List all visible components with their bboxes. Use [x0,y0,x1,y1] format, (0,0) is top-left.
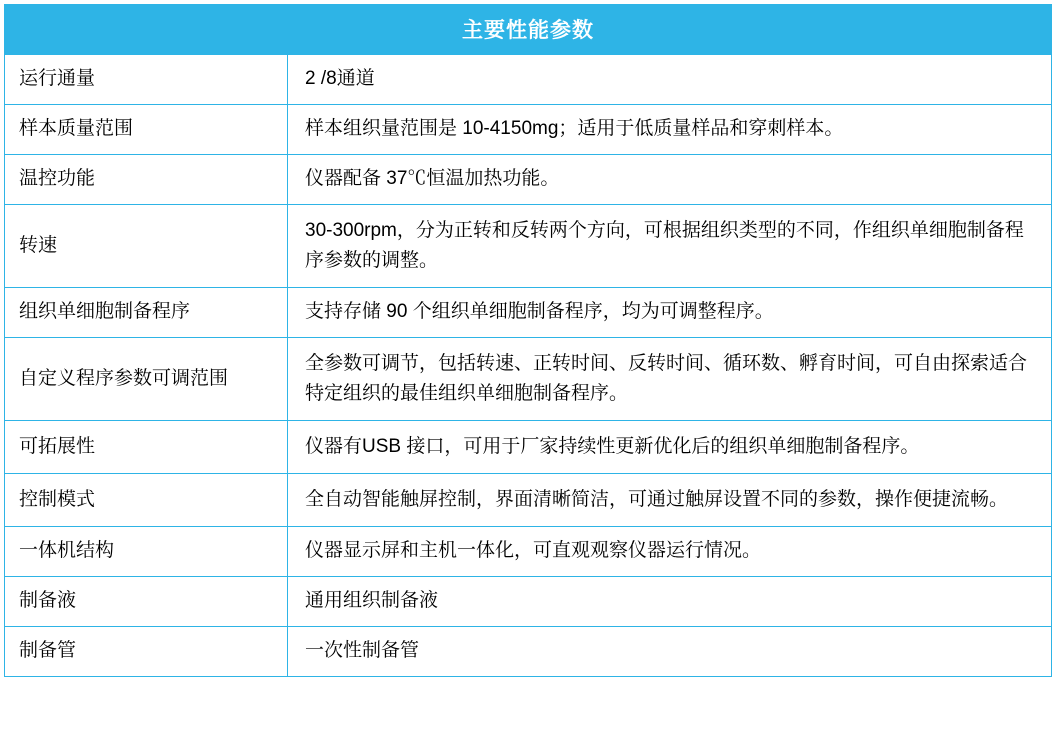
table-title-row [5,5,1052,55]
parameter-label: 控制模式 [5,474,288,527]
table-row [5,421,1052,474]
table-row [5,205,1052,288]
parameter-value: 2 /8通道 [288,55,1052,105]
parameter-label: 可拓展性 [5,421,288,474]
performance-parameters-table [4,4,1052,677]
parameter-value: 30-300rpm，分为正转和反转两个方向，可根据组织类型的不同，作组织单细胞制备程序参数的调整。 [288,205,1052,288]
table-title: 主要性能参数 [5,5,1052,55]
parameter-value: 仪器配备 37℃恒温加热功能。 [288,155,1052,205]
table-row [5,155,1052,205]
parameter-value: 一次性制备管 [288,627,1052,677]
parameter-label: 制备液 [5,577,288,627]
parameter-label: 自定义程序参数可调范围 [5,338,288,421]
table-row [5,627,1052,677]
table-row [5,55,1052,105]
parameter-value: 仪器有USB 接口，可用于厂家持续性更新优化后的组织单细胞制备程序。 [288,421,1052,474]
parameter-value: 通用组织制备液 [288,577,1052,627]
table-body [5,55,1052,677]
parameter-label: 温控功能 [5,155,288,205]
table-row [5,577,1052,627]
parameter-label: 一体机结构 [5,527,288,577]
parameter-value: 样本组织量范围是 10-4150mg；适用于低质量样品和穿刺样本。 [288,105,1052,155]
parameter-label: 样本质量范围 [5,105,288,155]
parameter-value: 仪器显示屏和主机一体化，可直观观察仪器运行情况。 [288,527,1052,577]
parameter-label: 制备管 [5,627,288,677]
parameter-label: 运行通量 [5,55,288,105]
table-row [5,527,1052,577]
parameter-label: 转速 [5,205,288,288]
parameter-label: 组织单细胞制备程序 [5,288,288,338]
parameter-value: 支持存储 90 个组织单细胞制备程序，均为可调整程序。 [288,288,1052,338]
parameter-value: 全自动智能触屏控制，界面清晰简洁，可通过触屏设置不同的参数，操作便捷流畅。 [288,474,1052,527]
table-row [5,105,1052,155]
parameter-value: 全参数可调节，包括转速、正转时间、反转时间、循环数、孵育时间，可自由探索适合特定组织的最佳组织单细胞制备程序。 [288,338,1052,421]
table-row [5,474,1052,527]
table-row [5,288,1052,338]
table-row [5,338,1052,421]
